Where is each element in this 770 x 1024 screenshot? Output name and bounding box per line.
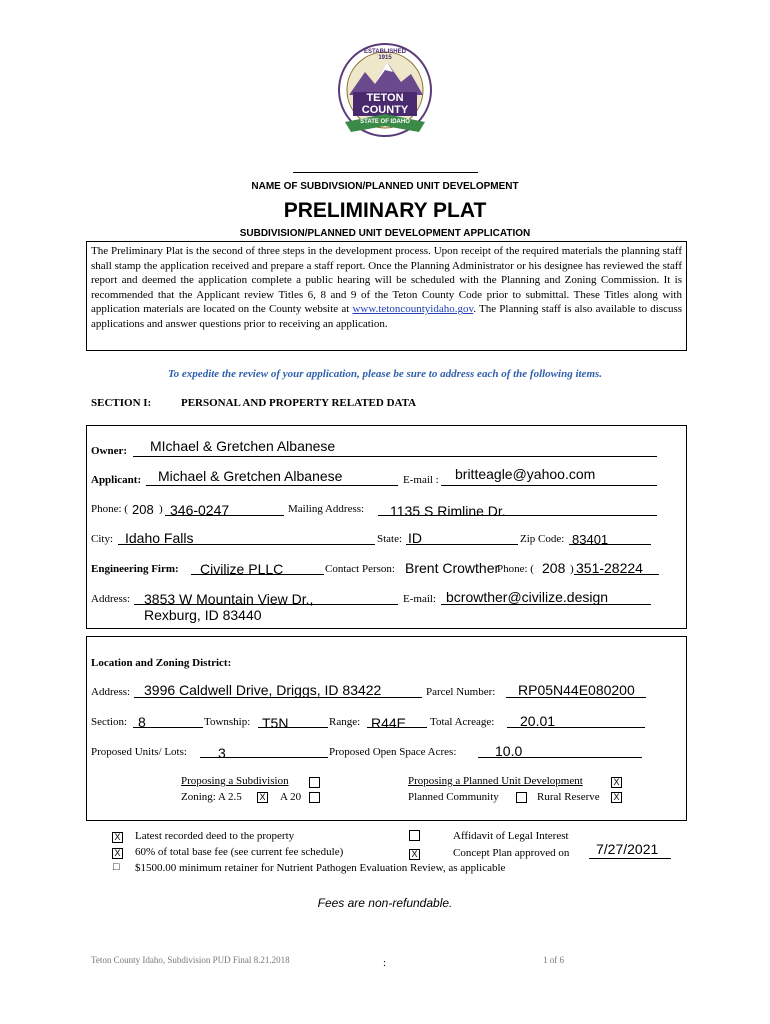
- subdivision-name-label: NAME OF SUBDIVSION/PLANNED UNIT DEVELOPMENT: [251, 181, 519, 192]
- concept-plan-checkbox[interactable]: X: [409, 849, 420, 860]
- rural-reserve-label: Rural Reserve: [537, 791, 600, 803]
- location-heading: Location and Zoning District:: [91, 657, 232, 669]
- parcel-number-field[interactable]: RP05N44E080200: [518, 682, 635, 698]
- affidavit-checkbox[interactable]: [409, 830, 420, 841]
- contact-phone-area-field[interactable]: 208: [542, 560, 566, 576]
- proposing-pud-label: Proposing a Planned Unit Development: [408, 775, 583, 787]
- contact-person-label: Contact Person:: [325, 563, 395, 575]
- parcel-number-label: Parcel Number:: [426, 686, 496, 698]
- logo-arc-text: ESTABLISHED 1915: [364, 49, 406, 61]
- open-space-label: Proposed Open Space Acres:: [329, 746, 457, 758]
- section-number: SECTION I:: [91, 397, 152, 409]
- county-logo: [335, 40, 435, 148]
- contact-phone-label: Phone: (: [497, 563, 534, 575]
- rural-reserve-checkbox[interactable]: X: [611, 792, 622, 803]
- engineering-firm-label: Engineering Firm:: [91, 563, 179, 575]
- firm-email-label: E-mail:: [403, 593, 436, 605]
- deed-label: Latest recorded deed to the property: [135, 830, 295, 842]
- phone-paren: ): [159, 503, 163, 515]
- zoning-a20-checkbox[interactable]: [309, 792, 320, 803]
- retainer-label: $1500.00 minimum retainer for Nutrient Pathogen Evaluation Review, as applicable: [135, 862, 506, 874]
- county-website-link[interactable]: www.tetoncountyidaho.gov: [352, 303, 474, 316]
- zip-label: Zip Code:: [520, 533, 565, 545]
- property-address-label: Address:: [91, 686, 131, 698]
- planned-community-checkbox[interactable]: [516, 792, 527, 803]
- planned-community-label: Planned Community: [408, 791, 499, 803]
- city-field[interactable]: Idaho Falls: [125, 530, 194, 546]
- footer-document-id: Teton County Idaho, Subdivision PUD Final 8.21.2018: [91, 955, 290, 965]
- firm-address-field-line2[interactable]: Rexburg, ID 83440: [144, 607, 262, 623]
- state-line: [406, 544, 518, 545]
- proposed-units-label: Proposed Units/ Lots:: [91, 746, 187, 758]
- firm-address-label: Address:: [91, 593, 131, 605]
- zip-field[interactable]: 83401: [572, 532, 609, 547]
- state-label: State:: [377, 533, 403, 545]
- owner-label: Owner:: [91, 445, 128, 457]
- township-label: Township:: [204, 716, 251, 728]
- firm-email-field[interactable]: bcrowther@civilize.design: [446, 589, 609, 605]
- mailing-address-label: Mailing Address:: [288, 503, 365, 515]
- footer-colon: :: [383, 957, 387, 969]
- intro-box: [86, 241, 687, 351]
- email-label: E-mail :: [403, 474, 439, 486]
- applicant-line: [146, 485, 398, 486]
- intro-text-after: . The Planning staff is also available to discuss applications and answer questions prior to receiving an application.: [91, 303, 683, 330]
- fees-note: Fees are non-refundable.: [317, 896, 453, 910]
- affidavit-label: Affidavit of Legal Interest: [453, 830, 569, 842]
- range-label: Range:: [329, 716, 361, 728]
- owner-line: [133, 456, 657, 457]
- zoning-a20-label: A 20: [280, 791, 302, 803]
- intro-text: [87, 242, 686, 334]
- proposing-pud-checkbox[interactable]: X: [611, 777, 622, 788]
- phone-number-field[interactable]: 346-0247: [170, 502, 230, 518]
- section-label: Section:: [91, 716, 128, 728]
- proposed-units-field[interactable]: 3: [218, 745, 226, 761]
- phone-area-field[interactable]: 208: [132, 502, 154, 517]
- section-title: PERSONAL AND PROPERTY RELATED DATA: [181, 397, 417, 409]
- property-address-field[interactable]: 3996 Caldwell Drive, Driggs, ID 83422: [144, 682, 382, 698]
- concept-plan-label: Concept Plan approved on: [453, 847, 570, 859]
- section-field[interactable]: 8: [138, 714, 146, 730]
- concept-plan-date-field[interactable]: 7/27/2021: [596, 841, 659, 857]
- open-space-field[interactable]: 10.0: [495, 743, 523, 759]
- logo-ribbon-text: STATE OF IDAHO: [360, 119, 410, 125]
- intro-text-before: The Preliminary Plat is the second of three steps in the development process. Upon receipt of the required materials the planning staff shall stamp the application received and prepare a staff report. Once the Planning Administrator or his designee has reviewed the staff report and deemed the application complete a public hearing will be scheduled with the Planning and Zoning Commission. It is recommended that the Applicant review Titles 6, 8 and 9 of the Teton County Code prior to submittal. These Titles along with application materials are located on the County website at: [91, 245, 682, 316]
- fee-label: 60% of total base fee (see current fee schedule): [135, 846, 344, 858]
- total-acreage-field[interactable]: 20.01: [520, 713, 556, 729]
- applicant-field[interactable]: Michael & Gretchen Albanese: [158, 468, 343, 484]
- logo-name-county: COUNTY: [361, 104, 409, 116]
- subdivision-name-line[interactable]: [293, 172, 478, 173]
- email-line: [441, 485, 657, 486]
- state-field[interactable]: ID: [408, 530, 422, 546]
- zoning-a25-label: Zoning: A 2.5: [181, 791, 242, 803]
- city-label: City:: [91, 533, 114, 545]
- zoning-a25-checkbox[interactable]: X: [257, 792, 268, 803]
- expedite-note: To expedite the review of your application, please be sure to address each of the following items.: [167, 368, 603, 380]
- owner-field[interactable]: MIchael & Gretchen Albanese: [150, 438, 336, 454]
- concept-plan-date-line: [589, 858, 671, 859]
- mailing-address-field[interactable]: 1135 S Rimline Dr.: [390, 503, 506, 519]
- engineering-firm-field[interactable]: Civilize PLLC: [200, 561, 284, 577]
- applicant-label: Applicant:: [91, 474, 142, 486]
- footer-page-number: 1 of 6: [543, 955, 564, 965]
- logo-name-teton: TETON: [366, 92, 404, 104]
- page-title: PRELIMINARY PLAT: [283, 199, 487, 222]
- contact-phone-number-field[interactable]: 351-28224: [576, 560, 643, 576]
- township-field[interactable]: T5N: [262, 715, 289, 731]
- phone-label: Phone: (: [91, 503, 128, 515]
- contact-person-field[interactable]: Brent Crowther: [405, 560, 500, 576]
- firm-address-field-line1[interactable]: 3853 W Mountain View Dr.,: [144, 591, 314, 607]
- deed-checkbox[interactable]: X: [112, 832, 123, 843]
- proposing-subdivision-label: Proposing a Subdivision: [181, 775, 289, 787]
- fee-checkbox[interactable]: X: [112, 848, 123, 859]
- total-acreage-label: Total Acreage:: [430, 716, 495, 728]
- retainer-bullet: □: [113, 861, 120, 873]
- page-subtitle: SUBDIVISION/PLANNED UNIT DEVELOPMENT APPLICATION: [239, 228, 531, 239]
- contact-phone-paren: ): [570, 563, 574, 575]
- email-field[interactable]: britteagle@yahoo.com: [455, 466, 596, 482]
- range-field[interactable]: R44E: [371, 715, 407, 731]
- proposing-subdivision-checkbox[interactable]: [309, 777, 320, 788]
